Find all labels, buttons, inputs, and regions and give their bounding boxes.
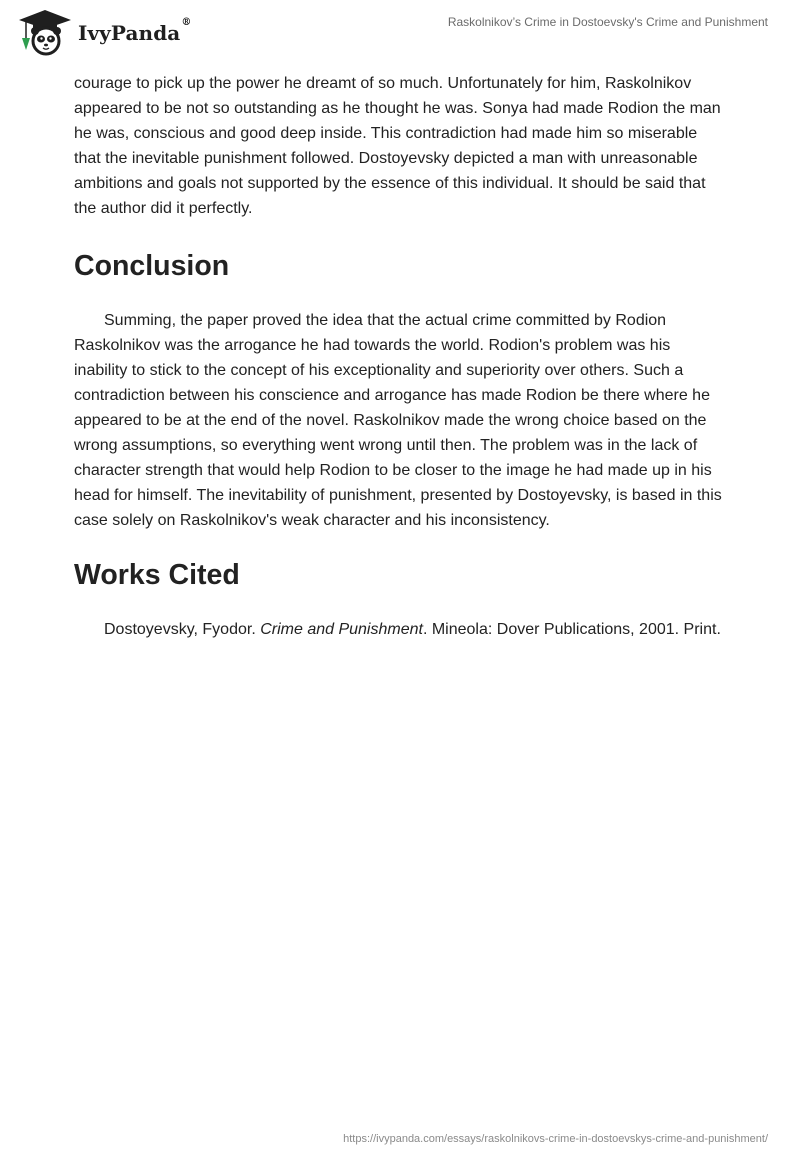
logo-wordmark: IvyPanda® xyxy=(78,17,192,45)
citation-title: Crime and Punishment xyxy=(260,621,423,638)
intro-paragraph: courage to pick up the power he dreamt of so much. Unfortunately for him, Raskolnikov appeared to be not so outstanding as he thought he was. Sonya had made Rodion the man he was, conscious and good deep inside. This contradiction had made him so miserable that the inevitable punishment followed. Dostoyevsky depicted a man with unreasonable ambitions and goals not supported by the essence of this individual. It should be said that the author did it perfectly. xyxy=(74,75,721,217)
citation-author: Dostoyevsky, Fyodor. xyxy=(104,621,261,638)
conclusion-paragraph: Summing, the paper proved the idea that the actual crime committed by Rodion Raskolnikov was the arrogance he had towards the world. Rodion's problem was his inability to stick to the concept of his exceptionality and superiority over others. Such a contradiction between his conscience and arrogance has made Rodion be there where he appeared to be at the end of the novel. Raskolnikov made the wrong choice based on the wrong assumptions, so everything went wrong until then. The problem was in the lack of character strength that would help Rodion to be closer to the image he had made up in his head for himself. The inevitability of punishment, presented by Dostoyevsky, is based in this case solely on Raskolnikov's weak character and his inconsistency. xyxy=(74,312,722,529)
ivypanda-logo[interactable] xyxy=(16,8,191,56)
panda-graduate-icon xyxy=(16,8,74,56)
conclusion-heading: Conclusion xyxy=(74,250,230,282)
citation-publication: . Mineola: Dover Publications, 2001. Print. xyxy=(422,621,721,638)
source-url[interactable]: https://ivypanda.com/essays/raskolnikovs-crime-in-dostoevskys-crime-and-punishment/ xyxy=(343,1133,768,1145)
works-cited-heading: Works Cited xyxy=(74,559,240,591)
page-header xyxy=(0,0,800,62)
citation-entry xyxy=(74,617,724,642)
essay-body xyxy=(74,71,724,642)
document-title: Raskolnikov’s Crime in Dostoevsky's Crime and Punishment xyxy=(447,15,768,29)
